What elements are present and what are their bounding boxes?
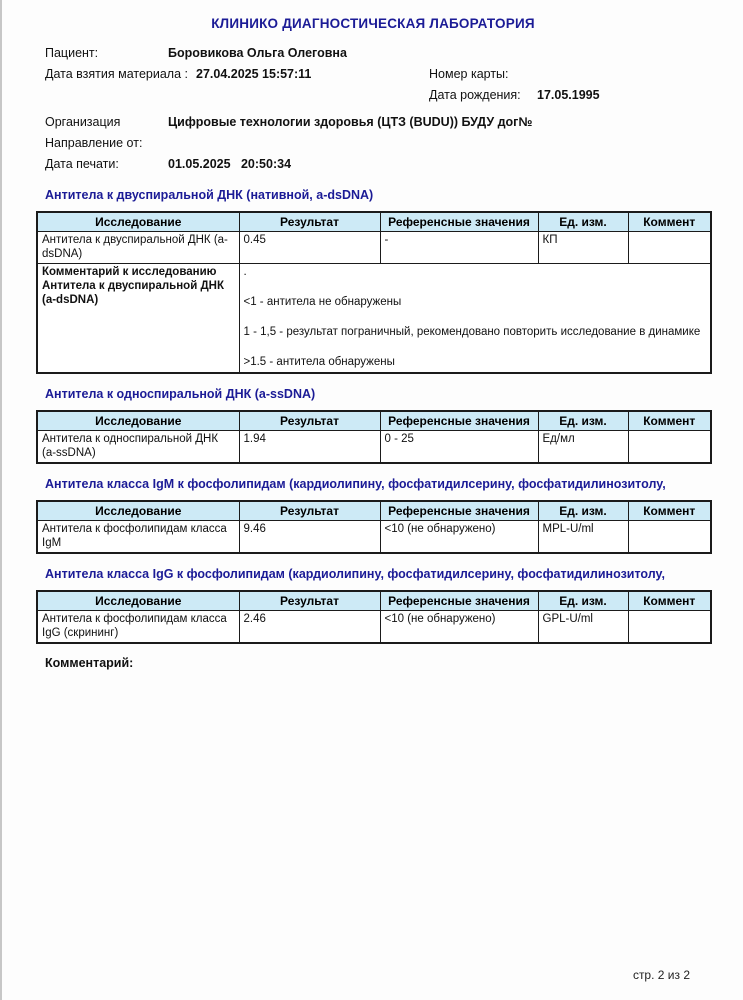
- column-header-result: Результат: [239, 591, 380, 611]
- column-header-reference: Референсные значения: [380, 591, 538, 611]
- reference-cell: <10 (не обнаружено): [380, 611, 538, 644]
- birth-date-label: Дата рождения:: [429, 88, 521, 102]
- reference-cell: 0 - 25: [380, 431, 538, 464]
- organization-label: Организация: [45, 115, 121, 129]
- comment-line: .: [243, 266, 247, 278]
- comment-cell: [628, 611, 711, 644]
- study-name-cell: Антитела к односпиральной ДНК (a-ssDNA): [37, 431, 239, 464]
- scan-edge-artifact: [0, 0, 2, 1000]
- reference-cell: -: [380, 232, 538, 264]
- column-header-reference: Референсные значения: [380, 501, 538, 521]
- organization-value: Цифровые технологии здоровья (ЦТЗ (BUDU)) БУДУ дог№: [168, 115, 533, 129]
- table-row: [37, 611, 711, 644]
- comment-line: 1 - 1,5 - результат пограничный, рекомендовано повторить исследование в динамике: [243, 326, 701, 338]
- comment-line: <1 - антитела не обнаружены: [243, 296, 402, 308]
- column-header-comment: Коммент: [628, 501, 711, 521]
- results-table-igm: [36, 500, 712, 554]
- column-header-comment: Коммент: [628, 212, 711, 232]
- comment-cell: [628, 232, 711, 264]
- patient-info-block: [36, 43, 710, 175]
- card-number-group: [429, 64, 537, 85]
- results-table-adsdna: [36, 211, 712, 374]
- column-header-reference: Референсные значения: [380, 411, 538, 431]
- section-title-assdna: Антитела к односпиральной ДНК (a-ssDNA): [45, 387, 316, 401]
- results-table-igg: [36, 590, 712, 644]
- comment-cell: [628, 521, 711, 554]
- study-comment-body-cell: [239, 264, 711, 374]
- page-number: стр. 2 из 2: [632, 968, 690, 982]
- column-header-comment: Коммент: [628, 591, 711, 611]
- print-date-label: Дата печати:: [45, 157, 119, 171]
- section-title-igg-phospholipids: Антитела класса IgG к фосфолипидам (кардиолипину, фосфатидилсерину, фосфатидилинозитолу,: [45, 567, 666, 581]
- material-date-value: 27.04.2025 15:57:11: [196, 67, 312, 81]
- unit-cell: GPL-U/ml: [538, 611, 628, 644]
- results-table-assdna: [36, 410, 712, 464]
- table-row: [37, 521, 711, 554]
- birth-date-group: [429, 85, 600, 106]
- result-cell: 9.46: [239, 521, 380, 554]
- card-number-label: Номер карты:: [429, 67, 509, 81]
- column-header-unit: Ед. изм.: [538, 411, 628, 431]
- table-row: [37, 431, 711, 464]
- patient-value: Боровикова Ольга Олеговна: [168, 46, 347, 60]
- column-header-comment: Коммент: [628, 411, 711, 431]
- unit-cell: Ед/мл: [538, 431, 628, 464]
- section-title-adsdna: Антитела к двуспиральной ДНК (нативной, a-dsDNA): [45, 188, 374, 202]
- column-header-unit: Ед. изм.: [538, 212, 628, 232]
- column-header-study: Исследование: [37, 501, 239, 521]
- study-name-cell: Антитела к фосфолипидам класса IgM: [37, 521, 239, 554]
- patient-label: Пациент:: [45, 46, 99, 60]
- column-header-unit: Ед. изм.: [538, 501, 628, 521]
- study-name-cell: Антитела к фосфолипидам класса IgG (скрининг): [37, 611, 239, 644]
- table-header-row: [37, 212, 711, 232]
- unit-cell: КП: [538, 232, 628, 264]
- info-row-print-date: [45, 154, 710, 175]
- table-row: [37, 232, 711, 264]
- result-cell: 0.45: [239, 232, 380, 264]
- column-header-unit: Ед. изм.: [538, 591, 628, 611]
- referral-label: Направление от:: [45, 136, 143, 150]
- info-row-organization: [45, 112, 710, 133]
- info-row-birth-date: [45, 85, 710, 106]
- comment-line: >1.5 - антитела обнаружены: [243, 356, 395, 368]
- table-comment-row: [37, 264, 711, 374]
- section-title-igm-phospholipids: Антитела класса IgM к фосфолипидам (кардиолипину, фосфатидилсерину, фосфатидилинозитолу,: [45, 477, 666, 491]
- reference-cell: <10 (не обнаружено): [380, 521, 538, 554]
- column-header-study: Исследование: [37, 212, 239, 232]
- info-row-patient: [45, 43, 710, 64]
- bottom-comment-label: Комментарий:: [45, 656, 134, 670]
- table-header-row: [37, 591, 711, 611]
- print-date-value: 01.05.2025 20:50:34: [168, 157, 292, 171]
- column-header-result: Результат: [239, 501, 380, 521]
- column-header-result: Результат: [239, 212, 380, 232]
- result-cell: 2.46: [239, 611, 380, 644]
- birth-date-value: 17.05.1995: [537, 88, 600, 102]
- table-header-row: [37, 501, 711, 521]
- study-comment-label-cell: Комментарий к исследованию Антитела к двуспиральной ДНК (a-dsDNA): [37, 264, 239, 374]
- unit-cell: MPL-U/ml: [538, 521, 628, 554]
- result-cell: 1.94: [239, 431, 380, 464]
- column-header-reference: Референсные значения: [380, 212, 538, 232]
- study-name-cell: Антитела к двуспиральной ДНК (a-dsDNA): [37, 232, 239, 264]
- material-date-label: Дата взятия материала :: [45, 67, 188, 81]
- table-header-row: [37, 411, 711, 431]
- page-title: КЛИНИКО ДИАГНОСТИЧЕСКАЯ ЛАБОРАТОРИЯ: [211, 16, 535, 31]
- comment-cell: [628, 431, 711, 464]
- column-header-study: Исследование: [37, 411, 239, 431]
- info-row-referral: [45, 133, 710, 154]
- column-header-study: Исследование: [37, 591, 239, 611]
- info-row-material-date: [45, 64, 710, 85]
- column-header-result: Результат: [239, 411, 380, 431]
